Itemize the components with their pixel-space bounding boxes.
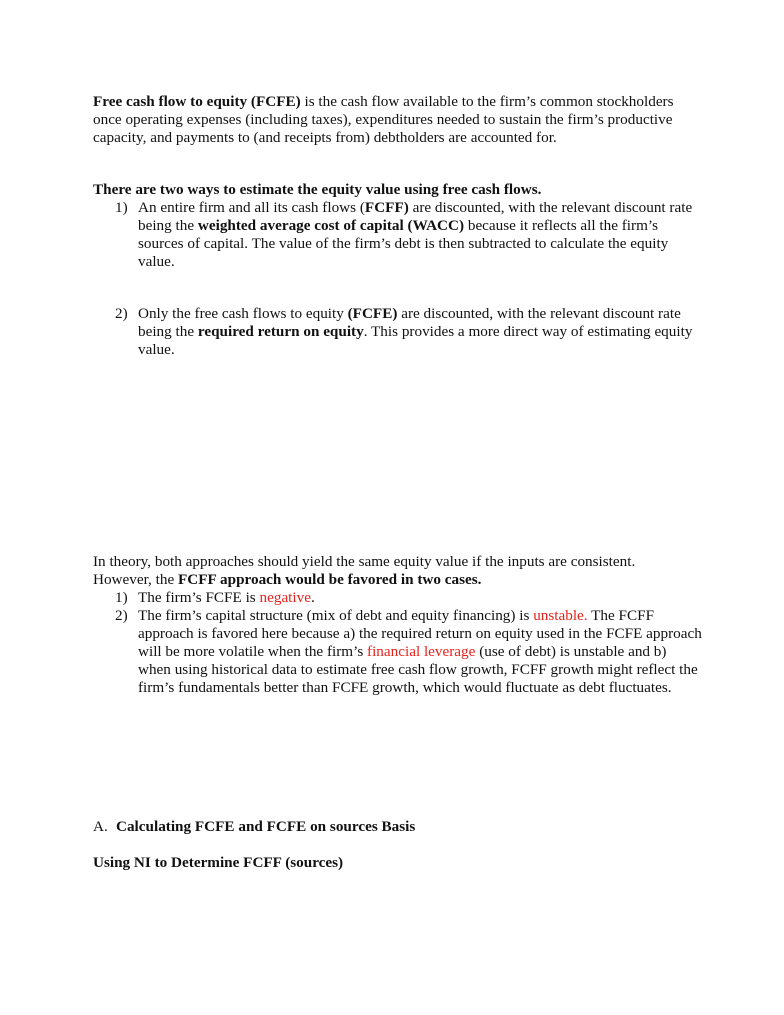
two-ways-list — [93, 199, 703, 359]
fcfe-term: Free cash flow to equity (FCFE) — [93, 93, 301, 110]
list-item — [93, 305, 703, 359]
two-ways-heading: There are two ways to estimate the equity value using free cash flows. — [93, 181, 542, 198]
theory-line-1: In theory, both approaches should yield the same equity value if the inputs are consistent. — [93, 553, 636, 570]
item-text: Only the free cash flows to equity — [138, 305, 348, 322]
highlight-negative: negative — [259, 589, 311, 606]
list-number: 1) — [115, 199, 128, 216]
item-text: are discounted, with the relevant discount rate being the — [138, 199, 693, 234]
item-bold-text: weighted average cost of capital (WACC) — [197, 217, 465, 234]
theory-section — [93, 553, 703, 697]
item-text: because it reflects all the firm’s sources of capital. The value of the firm’s debt is then subtracted to calculate the equity value. — [138, 217, 669, 270]
list-number: 1) — [115, 589, 128, 606]
fcff-cases-list — [93, 589, 703, 697]
intro-text: is the cash flow available to the firm’s common stockholders once operating expenses (including taxes), expenditures needed to sustain the firm’s productive capacity, and payments to (and receipts from) debtholders are accounted for. — [93, 93, 674, 146]
list-number: 2) — [115, 607, 128, 624]
list-number: 2) — [115, 305, 128, 322]
theory-line-2: However, the FCFF approach would be favored in two cases. — [93, 571, 482, 588]
item-bold-text: required return on equity — [197, 323, 364, 340]
item-text: . This provides a more direct way of estimating equity value. — [138, 323, 693, 358]
list-item — [93, 199, 703, 271]
section-a-title: Calculating FCFE and FCFE on sources Basis — [116, 818, 416, 835]
highlight-financial-leverage: financial leverage — [367, 643, 476, 660]
item-text: An entire firm and all its cash flows ( — [138, 199, 365, 216]
list-item: 1) The firm’s FCFE is negative. — [115, 589, 315, 606]
list-item: 2) The firm’s capital structure (mix of debt and equity financing) is unstable. The FCFF approach is favored here because a) the required return on equity used in the FCFE approach will be more volatile when the firm’s financial leverage (use of debt) is unstable and b) when using historical data to estimate free cash flow growth, FCFF growth might reflect the firm’s fundamentals better than FCFE growth, which would fluctuate as debt fluctuates. — [115, 607, 702, 696]
two-ways-section — [93, 181, 703, 359]
section-letter: A. — [93, 818, 108, 835]
item-bold-text: FCFF) — [364, 199, 409, 216]
item-bold-text: (FCFE) — [347, 305, 398, 322]
subsection-heading: Using NI to Determine FCFF (sources) — [93, 854, 344, 871]
section-a-heading — [93, 818, 415, 836]
item-text: are discounted, with the relevant discount rate being the — [138, 305, 681, 340]
intro-paragraph — [93, 93, 703, 147]
highlight-unstable: unstable. — [533, 607, 588, 624]
